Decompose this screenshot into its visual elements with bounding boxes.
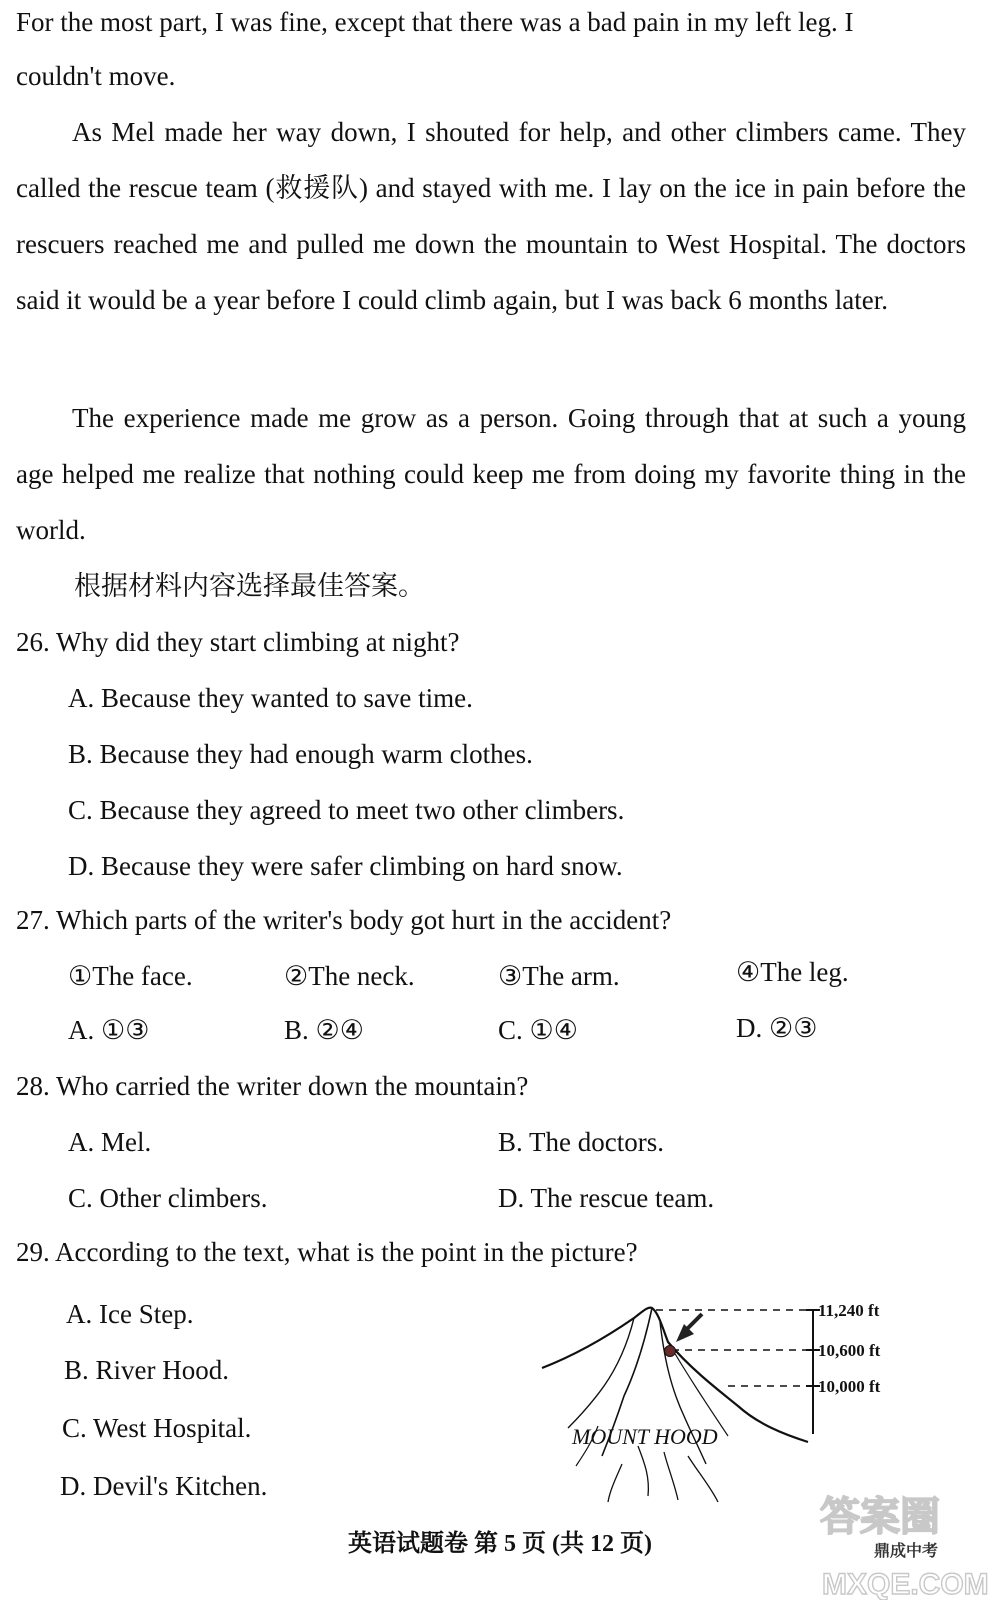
question-text: According to the text, what is the point in the picture?	[55, 1237, 638, 1267]
question-text: Which parts of the writer's body got hurt in the accident?	[56, 905, 672, 935]
option-text: The doctors.	[529, 1127, 664, 1157]
body-part-item: ③The arm.	[498, 961, 620, 991]
question-number: 26.	[16, 627, 50, 657]
body-part-item: ②The neck.	[284, 961, 415, 991]
question-number: 28.	[16, 1071, 50, 1101]
option-letter: A.	[66, 1299, 93, 1329]
option-letter: A.	[68, 1015, 95, 1045]
question-text: Why did they start climbing at night?	[56, 627, 460, 657]
option-text: Because they wanted to save time.	[101, 683, 473, 713]
option-28-c[interactable]	[68, 1178, 267, 1218]
option-letter: D.	[498, 1183, 525, 1213]
passage-line: couldn't move.	[16, 61, 176, 91]
option-text: Ice Step.	[99, 1299, 194, 1329]
option-letter: B.	[498, 1127, 523, 1157]
passage-paragraph: The experience made me grow as a person. Going through that at such a young age helped me realize that nothing could keep me from doing my favorite thing in the world.	[16, 403, 966, 545]
option-text: Because they had enough warm clothes.	[99, 739, 533, 769]
watermark-brand: 鼎成中考	[874, 1543, 939, 1560]
option-29-b[interactable]	[64, 1350, 229, 1390]
option-27-c[interactable]	[498, 1010, 578, 1050]
watermark-sub: MXQE.COM	[822, 1568, 988, 1600]
option-letter: A.	[68, 1127, 95, 1157]
option-29-d[interactable]	[60, 1466, 267, 1506]
elevation-label: 11,240 ft	[818, 1301, 880, 1320]
question-28	[16, 1066, 528, 1106]
option-letter: D.	[736, 1013, 763, 1043]
mount-hood-label: MOUNT HOOD	[572, 1424, 718, 1449]
option-letter: B.	[284, 1015, 309, 1045]
body-part-item: ①The face.	[68, 961, 193, 991]
option-29-c[interactable]	[62, 1408, 251, 1448]
option-text: ①④	[529, 1015, 578, 1045]
option-letter: C.	[498, 1015, 523, 1045]
option-26-b[interactable]	[68, 734, 533, 774]
option-29-a[interactable]	[66, 1294, 193, 1334]
option-letter: A.	[68, 683, 95, 713]
option-letter: C.	[68, 795, 93, 825]
option-28-a[interactable]	[68, 1122, 151, 1162]
option-text: Mel.	[101, 1127, 152, 1157]
instruction: 根据材料内容选择最佳答案。	[74, 571, 425, 601]
question-number: 27.	[16, 905, 50, 935]
option-text: Because they were safer climbing on hard snow.	[101, 851, 623, 881]
question-text: Who carried the writer down the mountain?	[56, 1071, 529, 1101]
option-26-d[interactable]	[68, 846, 623, 886]
option-27-b[interactable]	[284, 1010, 364, 1050]
option-26-c[interactable]	[68, 790, 624, 830]
option-text: River Hood.	[95, 1355, 229, 1385]
passage-line: For the most part, I was fine, except that there was a bad pain in my left leg. I	[16, 7, 854, 37]
option-text: The rescue team.	[530, 1183, 715, 1213]
option-text: ②③	[769, 1013, 818, 1043]
option-text: Because they agreed to meet two other climbers.	[99, 795, 625, 825]
option-letter: D.	[68, 851, 95, 881]
option-text: Devil's Kitchen.	[93, 1471, 268, 1501]
option-letter: B.	[68, 739, 93, 769]
question-29	[16, 1232, 638, 1272]
option-text: ①③	[101, 1015, 150, 1045]
option-28-b[interactable]	[498, 1122, 664, 1162]
mount-hood-figure	[538, 1296, 918, 1506]
option-text: Other climbers.	[99, 1183, 268, 1213]
option-27-d[interactable]	[736, 1008, 817, 1048]
option-letter: C.	[62, 1413, 87, 1443]
passage-paragraph: As Mel made her way down, I shouted for help, and other climbers came. They called the rescue team (救援队) and stayed with me. I lay on the ice in pain before the rescuers reached me and pulled me down the mountain to West Hospital. The doctors said it would be a year before I could climb again, but I was back 6 months later.	[16, 117, 966, 315]
option-letter: C.	[68, 1183, 93, 1213]
elevation-label: 10,000 ft	[818, 1377, 881, 1396]
question-27	[16, 900, 671, 940]
watermark-main: 答案圈	[820, 1495, 940, 1539]
option-text: West Hospital.	[93, 1413, 252, 1443]
question-26	[16, 622, 459, 662]
option-27-a[interactable]	[68, 1010, 149, 1050]
body-part-item: ④The leg.	[736, 957, 849, 987]
option-letter: D.	[60, 1471, 87, 1501]
page-footer: 英语试题卷 第 5 页 (共 12 页)	[348, 1531, 652, 1557]
option-26-a[interactable]	[68, 678, 473, 718]
elevation-label: 10,600 ft	[818, 1341, 881, 1360]
mountain-drawing	[538, 1296, 918, 1506]
option-28-d[interactable]	[498, 1178, 714, 1218]
option-text: ②④	[315, 1015, 364, 1045]
question-number: 29.	[16, 1237, 50, 1267]
option-letter: B.	[64, 1355, 89, 1385]
